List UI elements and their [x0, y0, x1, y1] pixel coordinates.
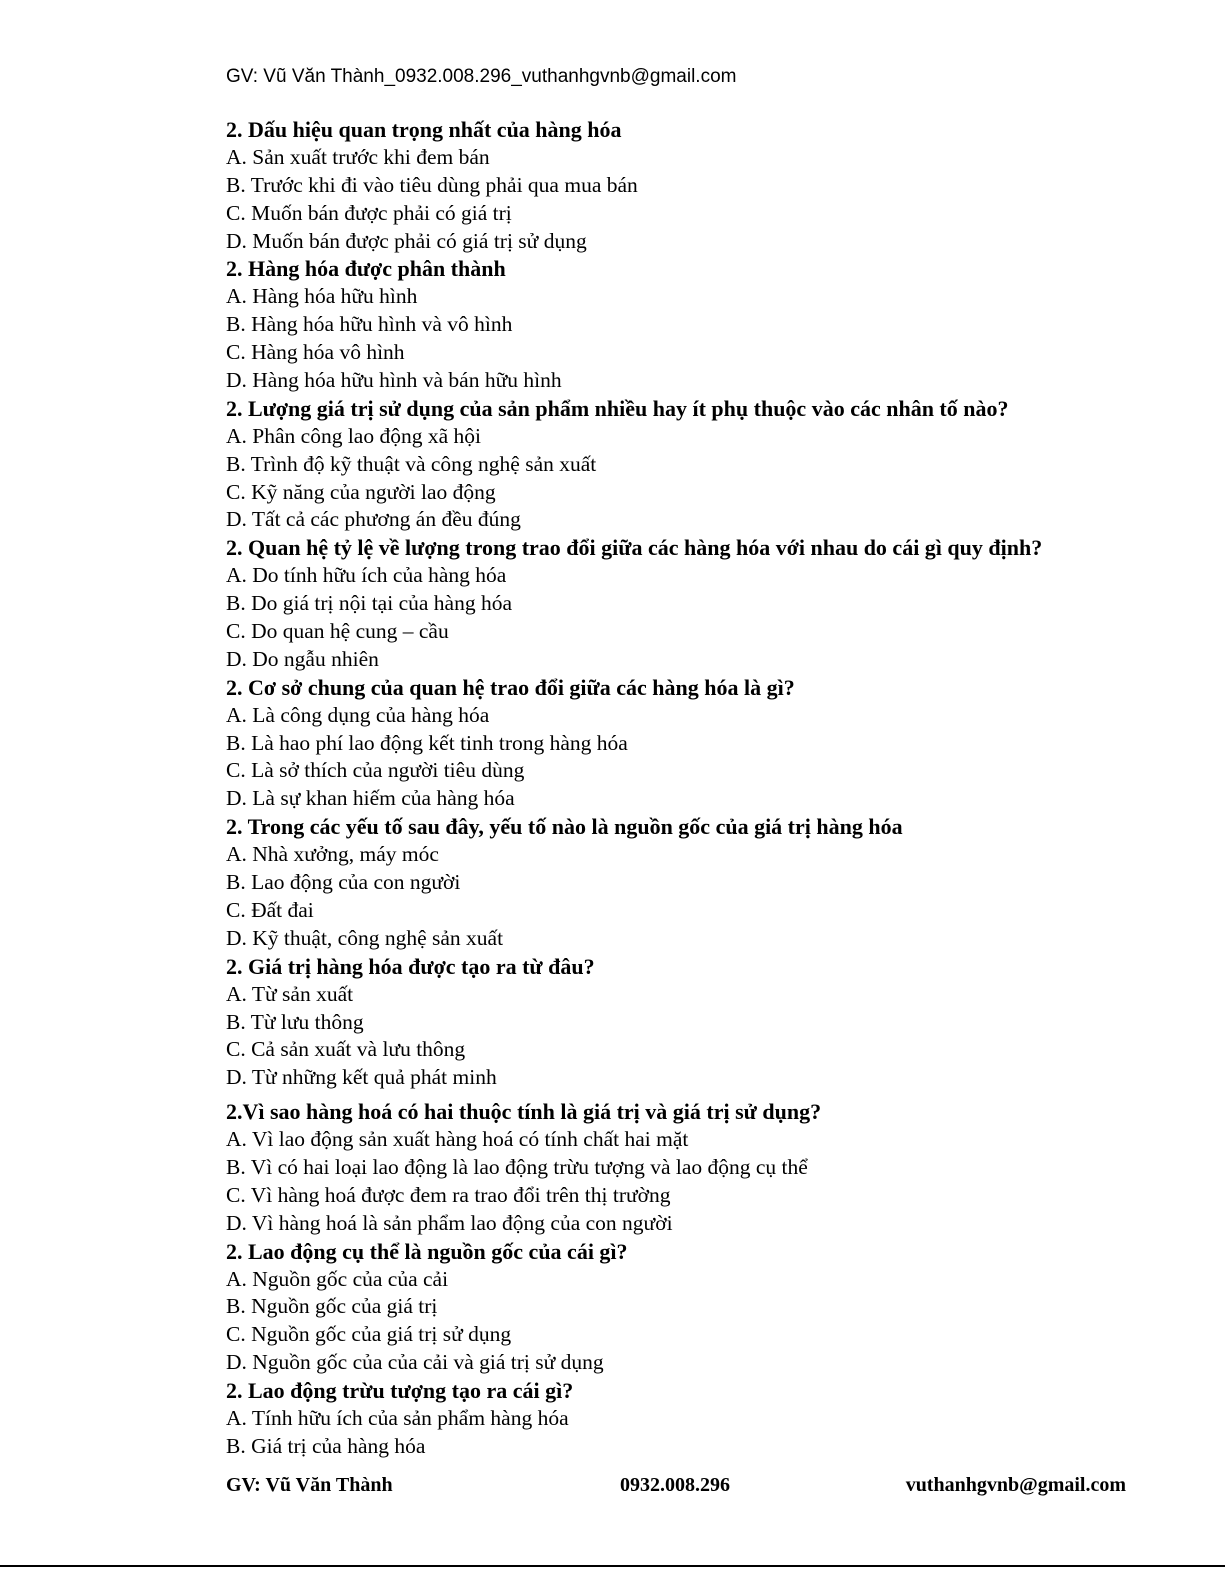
option-a: A. Nguồn gốc của của cải [226, 1266, 449, 1291]
option-c: C. Nguồn gốc của giá trị sử dụng [226, 1322, 512, 1347]
page-footer [226, 1474, 1126, 1502]
question-2 [226, 255, 1146, 394]
option-d: D. Nguồn gốc của của cải và giá trị sử dụng [226, 1350, 604, 1375]
option-c: C. Cả sản xuất và lưu thông [226, 1037, 466, 1062]
question-3 [226, 395, 1146, 534]
option-d: D. Là sự khan hiếm của hàng hóa [226, 786, 515, 811]
question-title: 2. Dấu hiệu quan trọng nhất của hàng hóa [226, 117, 622, 142]
option-c: C. Muốn bán được phải có giá trị [226, 200, 512, 225]
option-a: A. Nhà xưởng, máy móc [226, 842, 439, 867]
option-a: A. Hàng hóa hữu hình [226, 284, 418, 309]
option-a: A. Phân công lao động xã hội [226, 423, 481, 448]
question-title: 2. Hàng hóa được phân thành [226, 256, 506, 282]
option-b: B. Vì có hai loại lao động là lao động trừu tượng và lao động cụ thể [226, 1154, 808, 1179]
question-title: 2. Cơ sở chung của quan hệ trao đổi giữa các hàng hóa là gì? [226, 674, 795, 700]
option-d: D. Muốn bán được phải có giá trị sử dụng [226, 228, 587, 253]
question-8 [226, 1098, 1146, 1237]
option-c: C. Là sở thích của người tiêu dùng [226, 758, 525, 783]
option-c: C. Vì hàng hoá được đem ra trao đổi trên thị trường [226, 1182, 671, 1207]
option-c: C. Đất đai [226, 897, 314, 922]
option-a: A. Sản xuất trước khi đem bán [226, 144, 490, 169]
option-d: D. Hàng hóa hữu hình và bán hữu hình [226, 368, 562, 393]
option-a: A. Vì lao động sản xuất hàng hoá có tính chất hai mặt [226, 1127, 689, 1152]
option-a: A. Từ sản xuất [226, 981, 354, 1006]
question-4 [226, 534, 1146, 673]
option-d: D. Kỹ thuật, công nghệ sản xuất [226, 925, 504, 950]
question-9 [226, 1238, 1146, 1377]
question-title: 2. Quan hệ tỷ lệ về lượng trong trao đổi giữa các hàng hóa với nhau do cái gì quy định? [226, 535, 1043, 561]
option-c: C. Hàng hóa vô hình [226, 340, 405, 365]
question-title: 2. Giá trị hàng hóa được tạo ra từ đâu? [226, 953, 595, 979]
question-title: 2.Vì sao hàng hoá có hai thuộc tính là giá trị và giá trị sử dụng? [226, 1099, 822, 1125]
question-7 [226, 953, 1146, 1092]
option-c: C. Do quan hệ cung – cầu [226, 619, 449, 644]
option-b: B. Hàng hóa hữu hình và vô hình [226, 312, 513, 337]
question-6 [226, 813, 1146, 952]
option-b: B. Nguồn gốc của giá trị [226, 1294, 438, 1319]
question-title: 2. Lao động trừu tượng tạo ra cái gì? [226, 1378, 574, 1404]
question-title: 2. Lượng giá trị sử dụng của sản phẩm nhiều hay ít phụ thuộc vào các nhân tố nào? [226, 395, 1009, 421]
option-b: B. Là hao phí lao động kết tinh trong hàng hóa [226, 730, 628, 755]
option-b: B. Do giá trị nội tại của hàng hóa [226, 591, 512, 616]
option-a: A. Do tính hữu ích của hàng hóa [226, 563, 507, 588]
page-header: GV: Vũ Văn Thành_0932.008.296_vuthanhgvnb@gmail.com [226, 66, 737, 87]
option-c: C. Kỹ năng của người lao động [226, 479, 496, 504]
footer-phone: 0932.008.296 [620, 1474, 730, 1496]
option-d: D. Từ những kết quả phát minh [226, 1065, 497, 1090]
option-b: B. Từ lưu thông [226, 1009, 364, 1034]
question-1 [226, 116, 1146, 255]
option-b: B. Trình độ kỹ thuật và công nghệ sản xuất [226, 451, 597, 476]
option-a: A. Tính hữu ích của sản phẩm hàng hóa [226, 1405, 569, 1430]
question-10 [226, 1377, 1146, 1461]
question-5 [226, 674, 1146, 813]
question-title: 2. Lao động cụ thể là nguồn gốc của cái gì? [226, 1238, 628, 1264]
option-d: D. Do ngẫu nhiên [226, 646, 379, 671]
question-title: 2. Trong các yếu tố sau đây, yếu tố nào là nguồn gốc của giá trị hàng hóa [226, 814, 903, 840]
option-b: B. Trước khi đi vào tiêu dùng phải qua mua bán [226, 172, 638, 197]
option-b: B. Lao động của con người [226, 870, 461, 895]
option-a: A. Là công dụng của hàng hóa [226, 702, 490, 727]
option-d: D. Vì hàng hoá là sản phẩm lao động của con người [226, 1210, 673, 1235]
question-list [226, 116, 1146, 1461]
option-b: B. Giá trị của hàng hóa [226, 1433, 426, 1458]
footer-email: vuthanhgvnb@gmail.com [905, 1474, 1126, 1496]
footer-teacher-name: GV: Vũ Văn Thành [226, 1474, 393, 1496]
page-bottom-rule [0, 1565, 1225, 1567]
option-d: D. Tất cả các phương án đều đúng [226, 507, 521, 532]
